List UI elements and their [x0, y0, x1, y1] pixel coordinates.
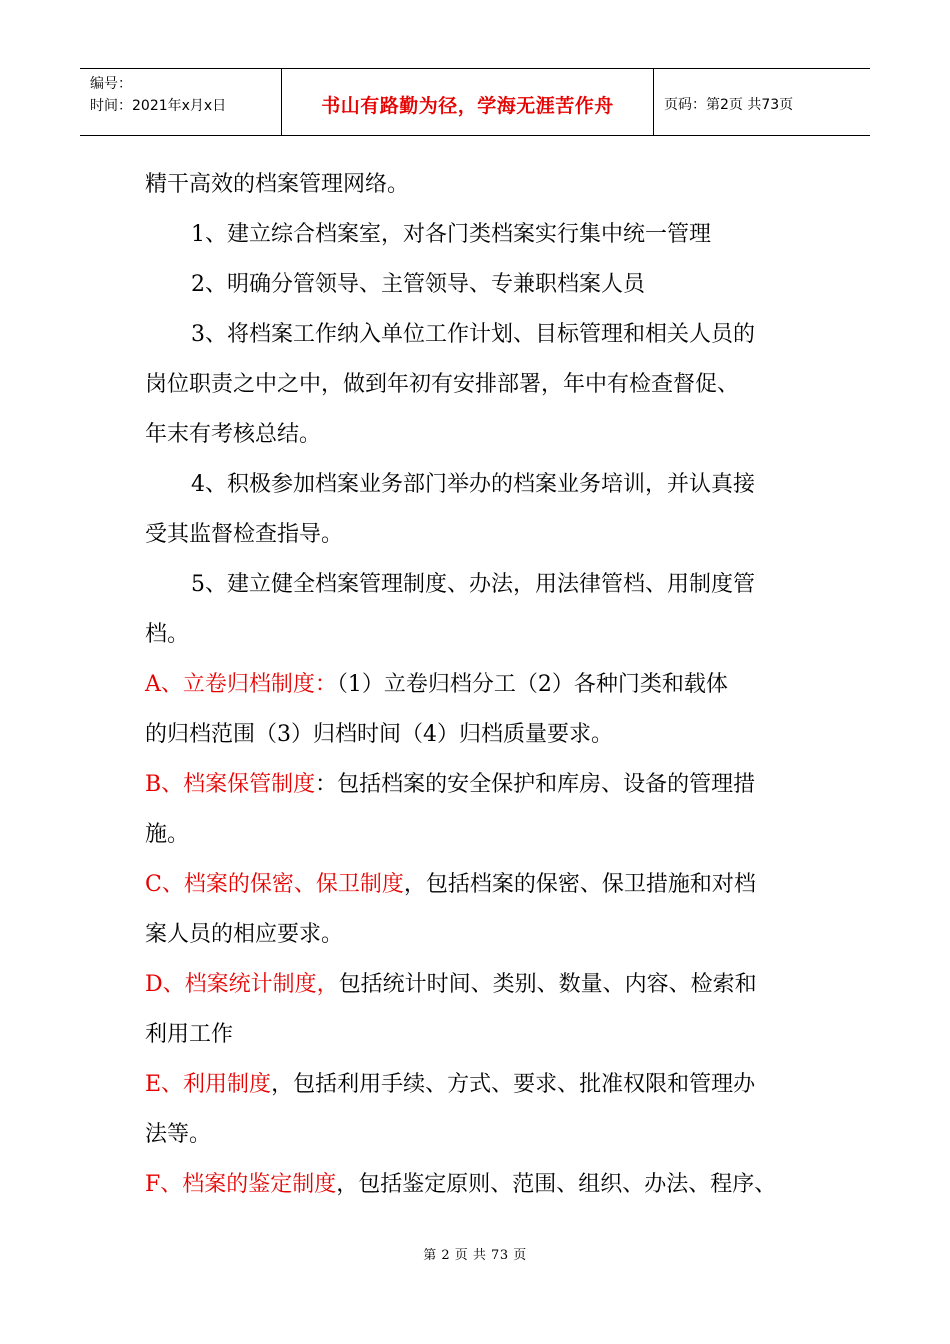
- rule-f-text: ，包括鉴定原则、范围、组织、办法、程序、: [336, 1172, 777, 1197]
- paragraph-line: 精干高效的档案管理网络。: [145, 172, 410, 197]
- list-item-5-cont: 档。: [145, 622, 190, 647]
- list-item-4-cont: 受其监督检查指导。: [145, 522, 344, 547]
- rule-d-cont: 利用工作: [145, 1022, 234, 1047]
- rule-d-text: 包括统计时间、类别、数量、内容、检索和: [338, 972, 757, 997]
- list-item-4: 4、积极参加档案业务部门举办的档案业务培训，并认真接: [191, 472, 755, 497]
- rule-f: [145, 1160, 825, 1210]
- list-item-2: 2、明确分管领导、主管领导、专兼职档案人员: [191, 272, 645, 297]
- header-meta-cell: [80, 69, 282, 135]
- header-page-info: 页码：第2页 共73页: [664, 96, 794, 113]
- list-item-3-cont: 岗位职责之中之中，做到年初有安排部署，年中有检查督促、: [145, 372, 740, 397]
- rule-c-cont: 案人员的相应要求。: [145, 922, 344, 947]
- rule-c: [145, 860, 825, 910]
- header-motto-cell: [282, 69, 654, 135]
- document-date-label: 时间：2021年x月x日: [90, 98, 227, 114]
- rule-a-cont: 的归档范围（3）归档时间（4）归档质量要求。: [145, 722, 613, 747]
- rule-b-text: ：包括档案的安全保护和库房、设备的管理措: [315, 772, 756, 797]
- list-item-3: 3、将档案工作纳入单位工作计划、目标管理和相关人员的: [191, 322, 755, 347]
- rule-f-heading: F、档案的鉴定制度: [145, 1172, 337, 1197]
- rule-e: [145, 1060, 825, 1110]
- page-header: [80, 68, 870, 136]
- rule-d: [145, 960, 825, 1010]
- document-number-label: 编号：: [90, 76, 132, 92]
- rule-b-cont: 施。: [145, 822, 190, 847]
- rule-c-heading: C、档案的保密、保卫制度: [145, 872, 404, 897]
- rule-d-heading: D、档案统计制度，: [145, 972, 339, 997]
- rule-a-text: （1）立卷归档分工（2）各种门类和载体: [336, 672, 728, 697]
- list-item-3-cont: 年末有考核总结。: [145, 422, 322, 447]
- rule-e-text: ，包括利用手续、方式、要求、批准权限和管理办: [271, 1072, 756, 1097]
- rule-b: [145, 760, 825, 810]
- rule-e-heading: E、利用制度: [145, 1072, 272, 1097]
- rule-b-heading: B、档案保管制度: [145, 772, 316, 797]
- header-motto: 书山有路勤为径，学海无涯苦作舟: [321, 94, 614, 117]
- list-item-1: 1、建立综合档案室，对各门类档案实行集中统一管理: [191, 222, 711, 247]
- page-footer: [0, 1244, 950, 1263]
- rule-a-heading: A、立卷归档制度：: [145, 672, 337, 697]
- list-item-5: 5、建立健全档案管理制度、办法，用法律管档、用制度管: [191, 572, 755, 597]
- footer-page-number: 第 2 页 共 73 页: [423, 1248, 527, 1263]
- document-body: [145, 160, 825, 1210]
- rule-c-text: ，包括档案的保密、保卫措施和对档: [403, 872, 756, 897]
- header-page-cell: [654, 69, 870, 135]
- rule-a: [145, 660, 825, 710]
- rule-e-cont: 法等。: [145, 1122, 212, 1147]
